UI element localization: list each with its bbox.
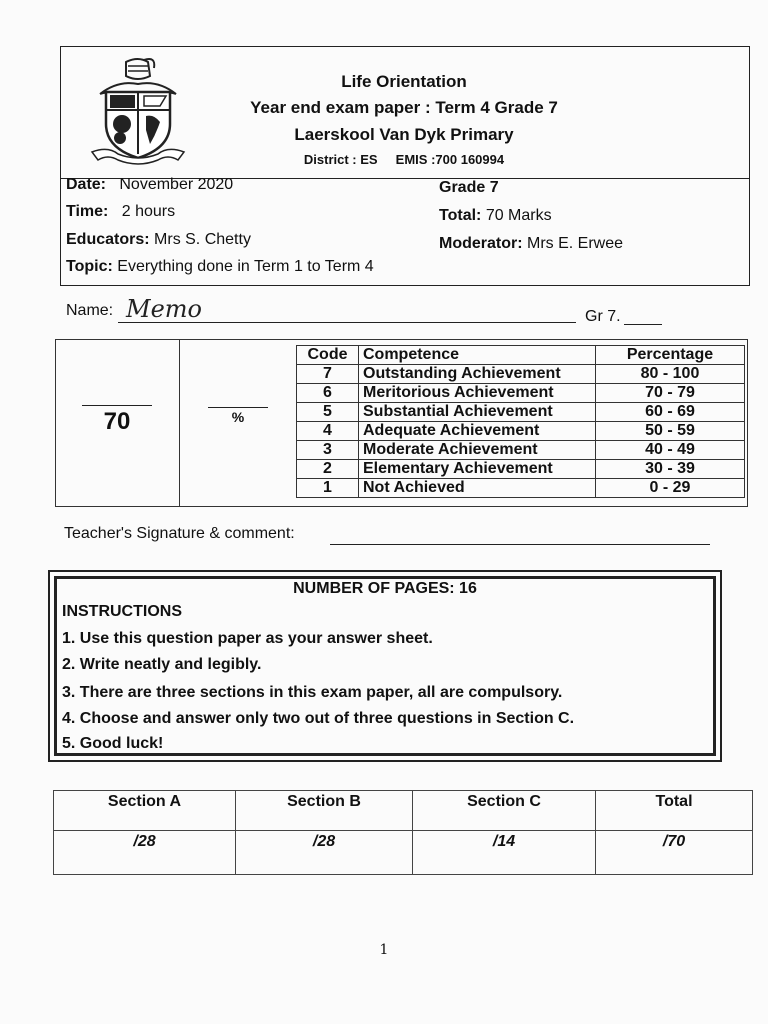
percentage-header: Percentage bbox=[596, 346, 745, 365]
name-value[interactable]: Memo bbox=[126, 295, 202, 323]
table-row bbox=[297, 441, 745, 460]
school-name: Laerskool Van Dyk Primary bbox=[294, 125, 514, 144]
district-value: ES bbox=[360, 152, 378, 167]
grade-label: Gr 7. bbox=[585, 308, 621, 325]
number-of-pages: NUMBER OF PAGES: 16 bbox=[293, 580, 477, 597]
code-cell: 2 bbox=[297, 460, 359, 479]
time-value: 2 hours bbox=[121, 203, 176, 220]
competence-cell: Elementary Achievement bbox=[359, 460, 596, 479]
percentage-cell: 30 - 39 bbox=[596, 460, 745, 479]
code-cell: 6 bbox=[297, 384, 359, 403]
section-b-header: Section B bbox=[236, 791, 413, 831]
competence-cell: Substantial Achievement bbox=[359, 403, 596, 422]
school-crest-logo bbox=[88, 54, 188, 166]
date-label: Date: bbox=[66, 176, 107, 193]
section-a-marks[interactable]: /28 bbox=[54, 831, 236, 875]
emis-label: EMIS : bbox=[395, 152, 436, 167]
score-blank[interactable] bbox=[82, 405, 152, 406]
instruction-item: 1. Use this question paper as your answer sheet. bbox=[62, 630, 433, 647]
educators-row bbox=[66, 231, 251, 249]
grade-class-line[interactable] bbox=[624, 324, 662, 325]
teacher-signature-line[interactable] bbox=[330, 544, 710, 545]
district-emis-line bbox=[234, 152, 574, 167]
competence-cell: Not Achieved bbox=[359, 479, 596, 498]
total-label: Total: bbox=[439, 207, 482, 224]
code-cell: 5 bbox=[297, 403, 359, 422]
score-total: 70 bbox=[103, 408, 131, 435]
total-row bbox=[439, 207, 552, 225]
percentage-cell: 50 - 59 bbox=[596, 422, 745, 441]
competence-table bbox=[296, 345, 745, 498]
educators-value: Mrs S. Chetty bbox=[154, 231, 251, 248]
date-row bbox=[66, 176, 233, 194]
table-row bbox=[297, 365, 745, 384]
competence-header: Competence bbox=[359, 346, 596, 365]
name-label: Name: bbox=[66, 302, 114, 319]
topic-value: Everything done in Term 1 to Term 4 bbox=[117, 258, 374, 275]
teacher-signature-label: Teacher's Signature & comment: bbox=[64, 525, 295, 542]
district-label: District : bbox=[303, 152, 357, 167]
instruction-item: 5. Good luck! bbox=[62, 735, 164, 752]
table-row bbox=[297, 422, 745, 441]
topic-label: Topic: bbox=[66, 258, 113, 275]
instructions-heading: INSTRUCTIONS bbox=[62, 603, 182, 620]
emis-value: 700 160994 bbox=[435, 152, 505, 167]
table-row bbox=[297, 460, 745, 479]
table-row bbox=[297, 479, 745, 498]
instruction-item: 3. There are three sections in this exam paper, all are compulsory. bbox=[62, 684, 563, 701]
time-row bbox=[66, 203, 175, 221]
section-c-header: Section C bbox=[413, 791, 596, 831]
name-line bbox=[118, 322, 576, 323]
subject-title: Life Orientation bbox=[341, 72, 467, 91]
sections-header-row bbox=[54, 791, 753, 831]
page-number: 1 bbox=[379, 942, 389, 958]
code-cell: 7 bbox=[297, 365, 359, 384]
code-header: Code bbox=[297, 346, 359, 365]
competence-cell: Meritorious Achievement bbox=[359, 384, 596, 403]
time-label: Time: bbox=[66, 203, 109, 220]
total-header: Total bbox=[596, 791, 753, 831]
educators-label: Educators: bbox=[66, 231, 150, 248]
competence-cell: Outstanding Achievement bbox=[359, 365, 596, 384]
score-divider bbox=[179, 339, 180, 507]
sections-values-row bbox=[54, 831, 753, 875]
section-a-header: Section A bbox=[54, 791, 236, 831]
exam-title: Year end exam paper : Term 4 Grade 7 bbox=[250, 98, 558, 117]
total-marks[interactable]: /70 bbox=[596, 831, 753, 875]
percentage-cell: 80 - 100 bbox=[596, 365, 745, 384]
code-cell: 3 bbox=[297, 441, 359, 460]
date-value: November 2020 bbox=[119, 176, 234, 193]
competence-cell: Moderate Achievement bbox=[359, 441, 596, 460]
section-b-marks[interactable]: /28 bbox=[236, 831, 413, 875]
total-value: 70 Marks bbox=[485, 207, 552, 224]
percent-sign: % bbox=[231, 409, 245, 425]
competence-cell: Adequate Achievement bbox=[359, 422, 596, 441]
grade-heading: Grade 7 bbox=[439, 179, 499, 196]
percentage-cell: 70 - 79 bbox=[596, 384, 745, 403]
section-c-marks[interactable]: /14 bbox=[413, 831, 596, 875]
code-cell: 1 bbox=[297, 479, 359, 498]
moderator-label: Moderator: bbox=[439, 235, 523, 252]
sections-marks-table bbox=[53, 790, 753, 875]
code-cell: 4 bbox=[297, 422, 359, 441]
percentage-cell: 60 - 69 bbox=[596, 403, 745, 422]
percent-blank[interactable] bbox=[208, 407, 268, 408]
moderator-row bbox=[439, 235, 623, 253]
moderator-value: Mrs E. Erwee bbox=[527, 235, 624, 252]
competence-header-row bbox=[297, 346, 745, 365]
topic-row bbox=[66, 258, 374, 276]
instruction-item: 2. Write neatly and legibly. bbox=[62, 656, 262, 673]
table-row bbox=[297, 403, 745, 422]
percentage-cell: 0 - 29 bbox=[596, 479, 745, 498]
instruction-item: 4. Choose and answer only two out of three questions in Section C. bbox=[62, 710, 575, 727]
table-row bbox=[297, 384, 745, 403]
percentage-cell: 40 - 49 bbox=[596, 441, 745, 460]
